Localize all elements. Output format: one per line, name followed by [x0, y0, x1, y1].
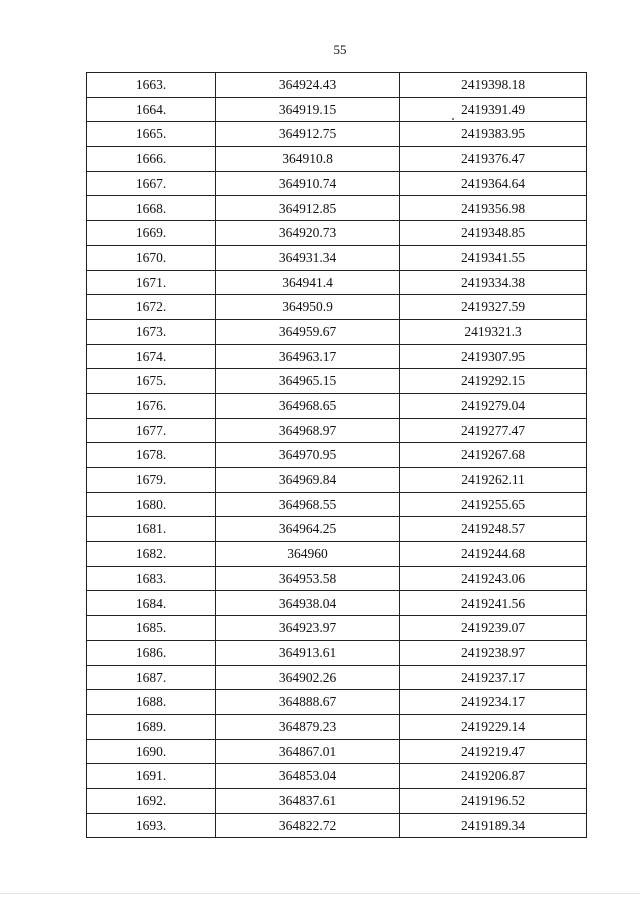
- y-coordinate-cell: 2419307.95: [400, 344, 587, 369]
- point-number-cell: 1667.: [87, 171, 216, 196]
- table-row: [87, 566, 587, 591]
- table-row: [87, 344, 587, 369]
- point-number-cell: 1689.: [87, 714, 216, 739]
- table-row: [87, 468, 587, 493]
- point-number-cell: 1678.: [87, 443, 216, 468]
- scan-bottom-edge: [0, 893, 640, 894]
- x-coordinate-cell: 364912.75: [216, 122, 400, 147]
- y-coordinate-cell: 2419356.98: [400, 196, 587, 221]
- table-row: [87, 640, 587, 665]
- point-number-cell: 1664.: [87, 97, 216, 122]
- y-coordinate-cell: 2419398.18: [400, 73, 587, 98]
- x-coordinate-cell: 364950.9: [216, 295, 400, 320]
- x-coordinate-cell: 364970.95: [216, 443, 400, 468]
- table-row: [87, 393, 587, 418]
- y-coordinate-cell: 2419334.38: [400, 270, 587, 295]
- y-coordinate-cell: 2419279.04: [400, 393, 587, 418]
- y-coordinate-cell: 2419277.47: [400, 418, 587, 443]
- y-coordinate-cell: 2419321.3: [400, 319, 587, 344]
- y-coordinate-cell: 2419238.97: [400, 640, 587, 665]
- point-number-cell: 1681.: [87, 517, 216, 542]
- y-coordinate-cell: 2419243.06: [400, 566, 587, 591]
- table-row: [87, 147, 587, 172]
- point-number-cell: 1670.: [87, 245, 216, 270]
- y-coordinate-cell: 2419376.47: [400, 147, 587, 172]
- point-number-cell: 1673.: [87, 319, 216, 344]
- table-row: [87, 517, 587, 542]
- x-coordinate-cell: 364923.97: [216, 616, 400, 641]
- x-coordinate-cell: 364959.67: [216, 319, 400, 344]
- table-row: [87, 542, 587, 567]
- x-coordinate-cell: 364963.17: [216, 344, 400, 369]
- point-number-cell: 1668.: [87, 196, 216, 221]
- y-coordinate-cell: 2419196.52: [400, 788, 587, 813]
- x-coordinate-cell: 364968.97: [216, 418, 400, 443]
- y-coordinate-cell: 2419292.15: [400, 369, 587, 394]
- table-row: [87, 492, 587, 517]
- x-coordinate-cell: 364924.43: [216, 73, 400, 98]
- x-coordinate-cell: 364965.15: [216, 369, 400, 394]
- table-row: [87, 690, 587, 715]
- table-row: [87, 270, 587, 295]
- table-row: [87, 418, 587, 443]
- x-coordinate-cell: 364938.04: [216, 591, 400, 616]
- x-coordinate-cell: 364910.8: [216, 147, 400, 172]
- table-row: [87, 73, 587, 98]
- x-coordinate-cell: 364912.85: [216, 196, 400, 221]
- table-row: [87, 665, 587, 690]
- table-row: [87, 196, 587, 221]
- point-number-cell: 1680.: [87, 492, 216, 517]
- point-number-cell: 1682.: [87, 542, 216, 567]
- table-row: [87, 171, 587, 196]
- point-number-cell: 1676.: [87, 393, 216, 418]
- point-number-cell: 1690.: [87, 739, 216, 764]
- point-number-cell: 1663.: [87, 73, 216, 98]
- table-row: [87, 97, 587, 122]
- point-number-cell: 1685.: [87, 616, 216, 641]
- table-row: [87, 764, 587, 789]
- point-number-cell: 1687.: [87, 665, 216, 690]
- point-number-cell: 1675.: [87, 369, 216, 394]
- table-row: [87, 369, 587, 394]
- table-row: [87, 295, 587, 320]
- page-number: 55: [333, 42, 347, 57]
- table-row: [87, 813, 587, 838]
- x-coordinate-cell: 364960: [216, 542, 400, 567]
- x-coordinate-cell: 364902.26: [216, 665, 400, 690]
- x-coordinate-cell: 364969.84: [216, 468, 400, 493]
- x-coordinate-cell: 364910.74: [216, 171, 400, 196]
- y-coordinate-cell: 2419234.17: [400, 690, 587, 715]
- point-number-cell: 1684.: [87, 591, 216, 616]
- y-coordinate-cell: 2419348.85: [400, 221, 587, 246]
- table-row: [87, 245, 587, 270]
- y-coordinate-cell: 2419206.87: [400, 764, 587, 789]
- x-coordinate-cell: 364879.23: [216, 714, 400, 739]
- x-coordinate-cell: 364941.4: [216, 270, 400, 295]
- x-coordinate-cell: 364919.15: [216, 97, 400, 122]
- table-row: [87, 221, 587, 246]
- x-coordinate-cell: 364920.73: [216, 221, 400, 246]
- y-coordinate-cell: 2419248.57: [400, 517, 587, 542]
- x-coordinate-cell: 364968.65: [216, 393, 400, 418]
- x-coordinate-cell: 364888.67: [216, 690, 400, 715]
- coordinates-table-body: [87, 73, 587, 838]
- y-coordinate-cell: 2419244.68: [400, 542, 587, 567]
- y-coordinate-cell: 2419364.64: [400, 171, 587, 196]
- point-number-cell: 1683.: [87, 566, 216, 591]
- y-coordinate-cell: 2419267.68: [400, 443, 587, 468]
- point-number-cell: 1665.: [87, 122, 216, 147]
- table-row: [87, 591, 587, 616]
- point-number-cell: 1677.: [87, 418, 216, 443]
- coordinates-table: [86, 72, 587, 838]
- x-coordinate-cell: 364953.58: [216, 566, 400, 591]
- y-coordinate-cell: 2419341.55: [400, 245, 587, 270]
- table-row: [87, 739, 587, 764]
- table-row: [87, 788, 587, 813]
- point-number-cell: 1666.: [87, 147, 216, 172]
- y-coordinate-cell: 2419241.56: [400, 591, 587, 616]
- point-number-cell: 1691.: [87, 764, 216, 789]
- point-number-cell: 1688.: [87, 690, 216, 715]
- table-row: [87, 319, 587, 344]
- scan-speck: [452, 118, 454, 120]
- x-coordinate-cell: 364968.55: [216, 492, 400, 517]
- x-coordinate-cell: 364837.61: [216, 788, 400, 813]
- point-number-cell: 1674.: [87, 344, 216, 369]
- x-coordinate-cell: 364931.34: [216, 245, 400, 270]
- x-coordinate-cell: 364853.04: [216, 764, 400, 789]
- point-number-cell: 1693.: [87, 813, 216, 838]
- x-coordinate-cell: 364964.25: [216, 517, 400, 542]
- y-coordinate-cell: 2419262.11: [400, 468, 587, 493]
- table-row: [87, 122, 587, 147]
- y-coordinate-cell: 2419229.14: [400, 714, 587, 739]
- x-coordinate-cell: 364913.61: [216, 640, 400, 665]
- table-row: [87, 443, 587, 468]
- y-coordinate-cell: 2419327.59: [400, 295, 587, 320]
- x-coordinate-cell: 364867.01: [216, 739, 400, 764]
- x-coordinate-cell: 364822.72: [216, 813, 400, 838]
- y-coordinate-cell: 2419239.07: [400, 616, 587, 641]
- y-coordinate-cell: 2419391.49: [400, 97, 587, 122]
- y-coordinate-cell: 2419255.65: [400, 492, 587, 517]
- point-number-cell: 1672.: [87, 295, 216, 320]
- table-row: [87, 616, 587, 641]
- y-coordinate-cell: 2419219.47: [400, 739, 587, 764]
- point-number-cell: 1669.: [87, 221, 216, 246]
- y-coordinate-cell: 2419383.95: [400, 122, 587, 147]
- table-row: [87, 714, 587, 739]
- point-number-cell: 1692.: [87, 788, 216, 813]
- y-coordinate-cell: 2419237.17: [400, 665, 587, 690]
- y-coordinate-cell: 2419189.34: [400, 813, 587, 838]
- point-number-cell: 1679.: [87, 468, 216, 493]
- point-number-cell: 1671.: [87, 270, 216, 295]
- point-number-cell: 1686.: [87, 640, 216, 665]
